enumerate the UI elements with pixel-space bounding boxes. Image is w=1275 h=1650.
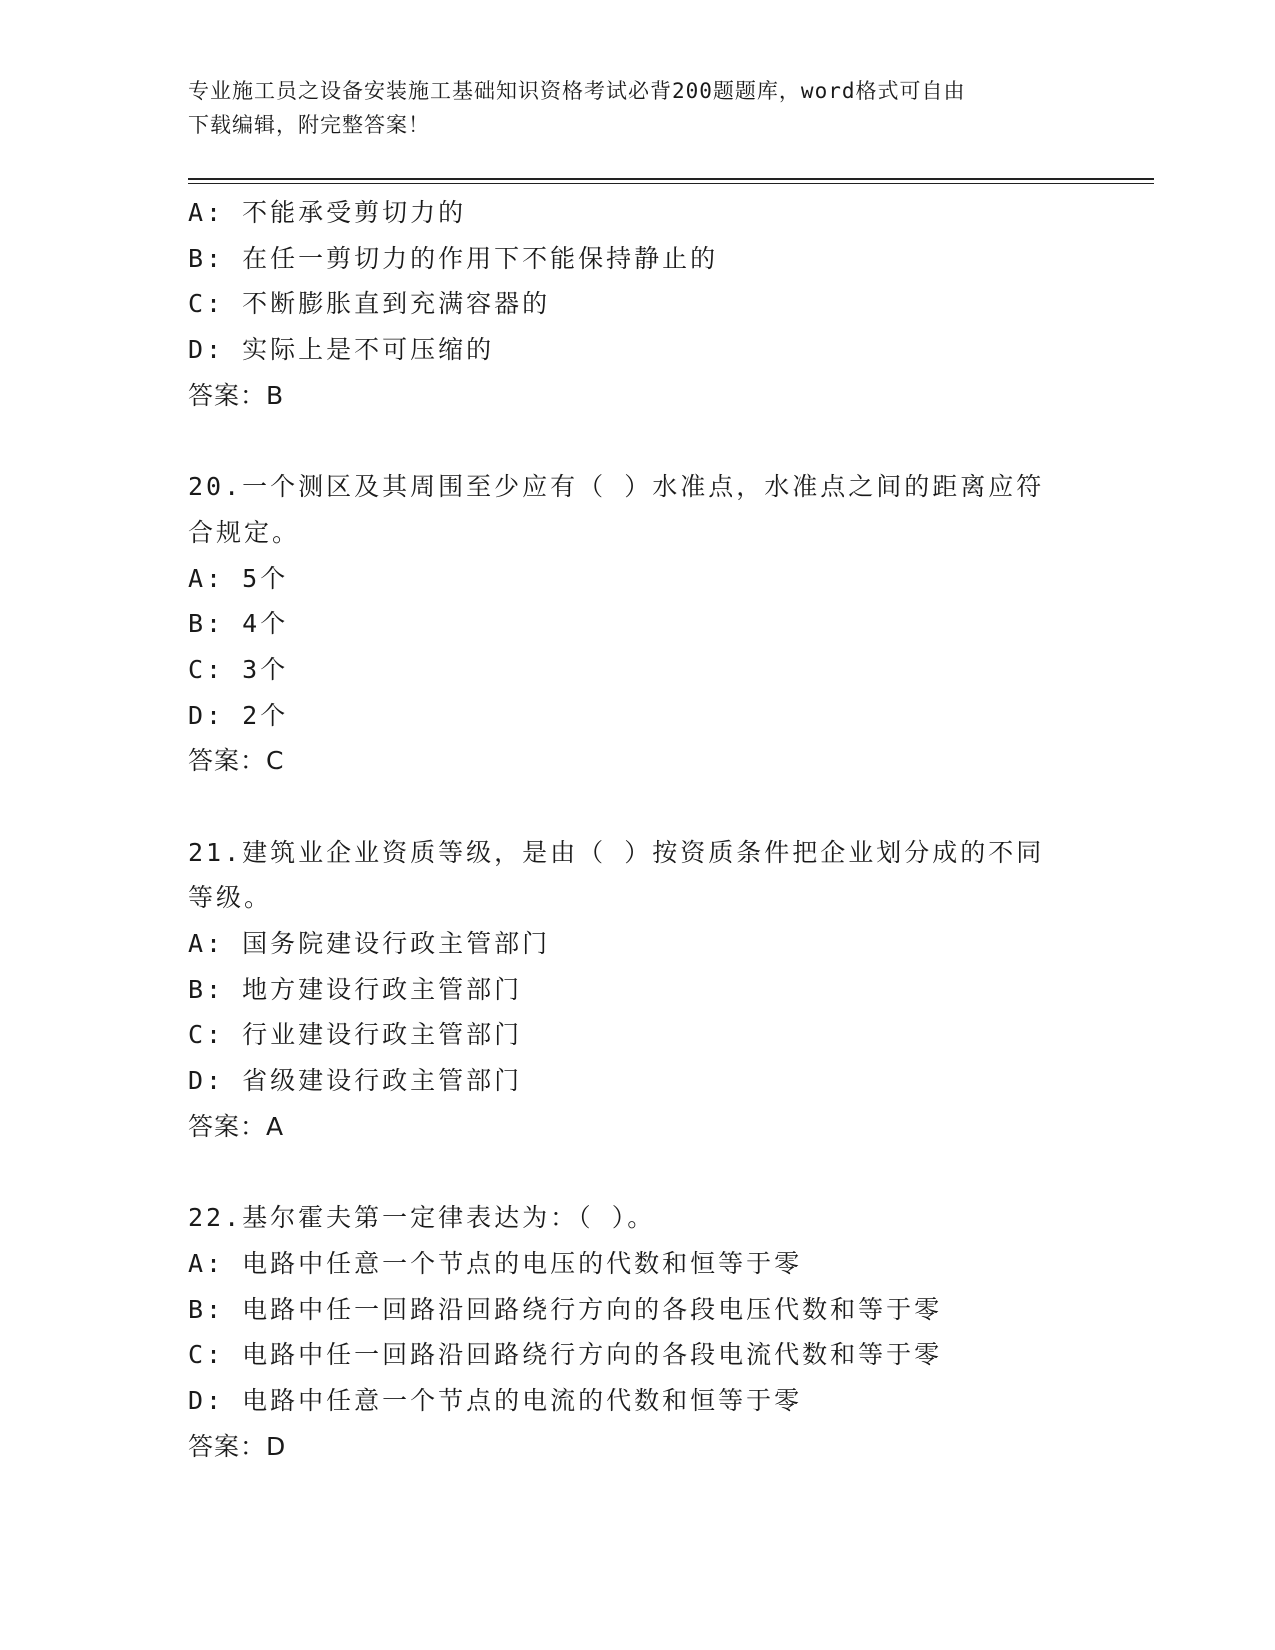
question-stem: 21.建筑业企业资质等级，是由（ ）按资质条件把企业划分成的不同等级。 xyxy=(188,837,1045,913)
option-b: B: 4个 xyxy=(188,609,289,639)
question-block-19 xyxy=(188,190,1088,418)
option-c: C: 行业建设行政主管部门 xyxy=(188,1020,523,1050)
answer-line: 答案：D xyxy=(188,1431,287,1461)
answer-line: 答案：A xyxy=(188,1111,285,1141)
option-a: A: 5个 xyxy=(188,563,289,593)
header-title-line-2: 下载编辑，附完整答案！ xyxy=(188,113,430,137)
option-d: D: 2个 xyxy=(188,700,289,730)
option-c: C: 3个 xyxy=(188,654,289,684)
option-d: D: 省级建设行政主管部门 xyxy=(188,1066,523,1096)
spacer xyxy=(188,418,1088,464)
question-list xyxy=(188,190,1088,1469)
question-stem: 20.一个测区及其周围至少应有（ ）水准点，水准点之间的距离应符合规定。 xyxy=(188,472,1045,547)
option-a: A: 国务院建设行政主管部门 xyxy=(188,929,551,959)
option-c: C: 不断膨胀直到充满容器的 xyxy=(188,289,551,319)
option-d: D: 电路中任意一个节点的电流的代数和恒等于零 xyxy=(188,1385,803,1415)
answer-line: 答案：C xyxy=(188,746,285,776)
document-header xyxy=(188,74,1088,142)
question-stem: 22.基尔霍夫第一定律表达为：（ ）。 xyxy=(188,1203,656,1233)
answer-line: 答案：B xyxy=(188,380,285,410)
spacer xyxy=(188,784,1088,830)
header-divider-thin xyxy=(188,183,1154,184)
header-title-line-1: 专业施工员之设备安装施工基础知识资格考试必背200题题库，word格式可自由 xyxy=(188,79,966,103)
option-a: A: 不能承受剪切力的 xyxy=(188,198,467,227)
option-b: B: 地方建设行政主管部门 xyxy=(188,974,523,1004)
question-block-20 xyxy=(188,464,1088,784)
question-block-21 xyxy=(188,830,1088,1150)
option-d: D: 实际上是不可压缩的 xyxy=(188,335,495,365)
option-b: B: 电路中任一回路沿回路绕行方向的各段电压代数和等于零 xyxy=(188,1294,943,1324)
option-c: C: 电路中任一回路沿回路绕行方向的各段电流代数和等于零 xyxy=(188,1340,943,1370)
question-block-22 xyxy=(188,1195,1088,1469)
spacer xyxy=(188,1150,1088,1196)
option-b: B: 在任一剪切力的作用下不能保持静止的 xyxy=(188,243,719,273)
header-divider-thick xyxy=(188,178,1154,180)
option-a: A: 电路中任意一个节点的电压的代数和恒等于零 xyxy=(188,1248,803,1278)
